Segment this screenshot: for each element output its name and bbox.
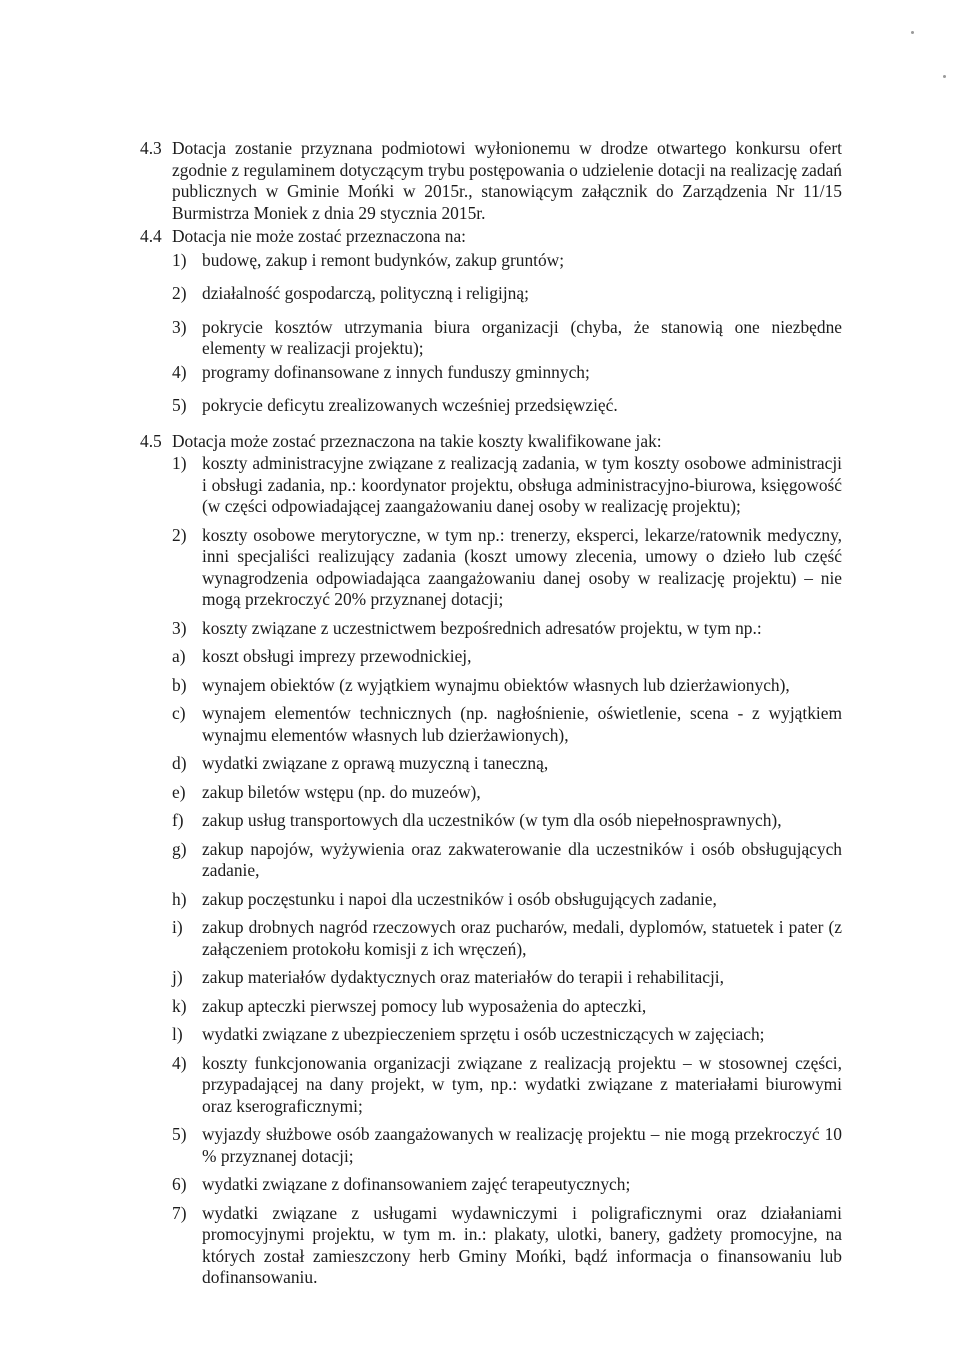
document-body — [140, 138, 842, 1289]
list-item — [172, 839, 842, 882]
list-marker: 1) — [172, 249, 187, 270]
list-item-text: zakup napojów, wyżywienia oraz zakwaterowanie dla uczestników i osób obsługujących zadanie, — [202, 838, 842, 880]
list-item-text: wynajem elementów technicznych (np. nagłośnienie, oświetlenie, scena - z wyjątkiem wynajmu elementów własnych lub dzierżawionych), — [202, 703, 842, 745]
list-marker: d) — [172, 753, 187, 773]
list-marker: i) — [172, 917, 183, 937]
list-marker: 3) — [172, 617, 187, 638]
list-item-text: wynajem obiektów (z wyjątkiem wynajmu obiektów własnych lub dzierżawionych), — [202, 674, 790, 695]
list-item-text: budowę, zakup i remont budynków, zakup gruntów; — [202, 249, 565, 270]
list-item — [172, 283, 842, 305]
list-item-text: pokrycie deficytu zrealizowanych wcześniej przedsięwzięć. — [202, 395, 618, 415]
scan-speck — [911, 31, 914, 34]
list-item — [172, 453, 842, 518]
list-item-text: zakup materiałów dydaktycznych oraz materiałów do terapii i rehabilitacji, — [202, 967, 724, 987]
list-item — [172, 646, 842, 668]
list-marker: e) — [172, 781, 186, 802]
section-number: 4.4 — [140, 226, 162, 246]
list-item-text: wyjazdy służbowe osób zaangażowanych w realizację projektu – nie mogą przekroczyć 10 % przyznanej dotacji; — [202, 1124, 842, 1166]
list-item-text: wydatki związane z oprawą muzyczną i taneczną, — [202, 753, 549, 773]
list-item — [172, 967, 842, 989]
list-item — [172, 1053, 842, 1118]
list-item — [172, 250, 842, 272]
section-text: Dotacja zostanie przyznana podmiotowi wyłonionemu w drodze otwartego konkursu ofert zgodnie z regulaminem dotyczącym trybu postępowania o udzielenie dotacji na realizację zadań publicznych w Gminie Mońki w 2015r., stanowiącym załącznik do Zarządzenia Nr 11/15 Burmistrza Moniek z dnia 29 stycznia 2015r. — [172, 138, 842, 223]
list-item-text: zakup apteczki pierwszej pomocy lub wyposażenia do apteczki, — [202, 995, 647, 1016]
list-item-text: zakup drobnych nagród rzeczowych oraz pucharów, medali, dyplomów, statuetek i pater (z załączeniem protokołu komisji z ich wręczeń), — [202, 917, 842, 959]
list-marker: h) — [172, 888, 187, 909]
list-item — [172, 675, 842, 697]
list-item-text: pokrycie kosztów utrzymania biura organizacji (chyba, że stanowią one niezbędne elementy w realizacji projektu); — [202, 316, 842, 358]
list-item — [172, 703, 842, 746]
list-marker: 7) — [172, 1202, 187, 1223]
list-item-text: zakup usług transportowych dla uczestników (w tym dla osób niepełnosprawnych), — [202, 810, 782, 830]
list-item — [172, 1124, 842, 1167]
list-item-text: programy dofinansowane z innych funduszy gminnych; — [202, 361, 590, 382]
list-item — [172, 1174, 842, 1196]
list-item-text: koszty osobowe merytoryczne, w tym np.: trenerzy, eksperci, lekarze/ratownik medyczny, inni specjaliści realizujący zadania (koszt umowy zlecenia, umowy o dzieło lub część wynagrodzenia odpowiadająca zaangażowaniu danej osoby w realizację projektu) – nie mogą przekroczyć 20% przyznanej dotacji; — [202, 524, 842, 609]
list-marker: 4) — [172, 1052, 187, 1073]
list-marker: 5) — [172, 395, 187, 415]
section-4-3 — [140, 138, 842, 224]
section-text: Dotacja może zostać przeznaczona na takie koszty kwalifikowane jak: — [172, 430, 662, 451]
list-item-text: koszty związane z uczestnictwem bezpośrednich adresatów projektu, w tym np.: — [202, 617, 762, 638]
list-item — [172, 917, 842, 960]
list-marker: g) — [172, 838, 187, 859]
list-item-text: wydatki związane z usługami wydawniczymi i poligraficznymi oraz działaniami promocyjnymi projektu, w tym m. in.: plakaty, ulotki, banery, gadżety promocyjne, na których został zamieszczony herb Gminy Mońki, bądź informacja o finansowaniu lub dofinansowaniu. — [202, 1202, 842, 1287]
list-item — [172, 362, 842, 384]
list-item-text: koszt obsługi imprezy przewodnickiej, — [202, 646, 472, 666]
section-text: Dotacja nie może zostać przeznaczona na: — [172, 226, 467, 246]
list-marker: b) — [172, 674, 187, 695]
section-4-4 — [140, 226, 842, 417]
section-4-5 — [140, 431, 842, 1289]
list-marker: 5) — [172, 1124, 187, 1144]
list-marker: j) — [172, 967, 183, 987]
list-marker: 6) — [172, 1174, 187, 1194]
list-item — [172, 317, 842, 360]
list-item-text: wydatki związane z dofinansowaniem zajęć terapeutycznych; — [202, 1174, 631, 1194]
list-marker: 4) — [172, 361, 187, 382]
list-item-text: koszty funkcjonowania organizacji związane z realizacją projektu – w stosownej części, przypadającej na dany projekt, w tym, np.: wydatki związane z materiałami biurowymi oraz kserograficznymi; — [202, 1052, 842, 1116]
list-item — [172, 1024, 842, 1046]
list-item — [172, 782, 842, 804]
list-item-text: koszty administracyjne związane z realizacją zadania, w tym koszty osobowe administracji i obsługi zadania, np.: koordynator projektu, obsługa administracyjno-biurowa, księgowość (w części odpowiadającej zaangażowaniu danej osoby w realizację projektu); — [202, 453, 842, 516]
list-item-text: wydatki związane z ubezpieczeniem sprzętu i osób uczestniczących w zajęciach; — [202, 1024, 765, 1044]
list-item-text: zakup biletów wstępu (np. do muzeów), — [202, 781, 481, 802]
list-item — [172, 996, 842, 1018]
list-marker: 2) — [172, 524, 187, 545]
list-item — [172, 395, 842, 417]
list-item-text: działalność gospodarczą, polityczną i religijną; — [202, 283, 529, 303]
list-marker: 1) — [172, 453, 187, 473]
list-item — [172, 525, 842, 611]
list-item — [172, 810, 842, 832]
scan-speck — [943, 75, 946, 78]
list-item — [172, 618, 842, 640]
list-marker: c) — [172, 703, 186, 723]
list-marker: f) — [172, 810, 184, 830]
list-item-text: zakup poczęstunku i napoi dla uczestników i osób obsługujących zadanie, — [202, 888, 717, 909]
section-number: 4.3 — [140, 138, 162, 158]
list-marker: a) — [172, 646, 186, 666]
list-item — [172, 1203, 842, 1289]
list-item — [172, 753, 842, 775]
list-marker: 2) — [172, 283, 187, 303]
list-marker: l) — [172, 1024, 183, 1044]
list-marker: 3) — [172, 316, 187, 337]
section-number: 4.5 — [140, 430, 162, 451]
list-item — [172, 889, 842, 911]
list-marker: k) — [172, 995, 187, 1016]
